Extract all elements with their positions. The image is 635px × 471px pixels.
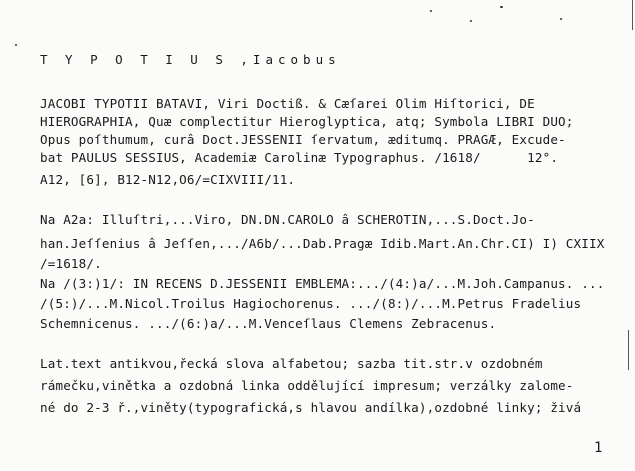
scan-speck xyxy=(430,10,432,12)
note-line-5: /(5:)/...M.Nicol.Troilus Hagiochorenus. .../(8:)/...M.Petrus Fradelius xyxy=(40,296,582,311)
card-heading: T Y P O T I U S ,Iacobus xyxy=(40,52,341,67)
entry-line-3: Opus poſthumum, curâ Doct.JESSENII ſervatum, æditumq. PRAGÆ, Excude- xyxy=(40,132,566,147)
entry-line-5: A12, [6], B12-N12,O6/=CIXVIII/11. xyxy=(40,172,296,187)
note-line-6: Schemnicenus. .../(6:)a/...M.Venceſlaus Clemens Zebracenus. xyxy=(40,316,497,331)
scan-speck xyxy=(15,44,17,46)
scan-speck xyxy=(500,6,503,8)
scan-speck xyxy=(470,20,472,22)
description-line-1: Lat.text antikvou,řecká slova alfabetou; sazba tit.str.v ozdobném xyxy=(40,356,543,371)
entry-line-1: JACOBI TYPOTII BATAVI, Viri Doctiß. & Cæſarei Olim Hiſtorici, DE xyxy=(40,96,535,111)
note-line-3: /=1618/. xyxy=(40,256,102,271)
description-line-2: rámečku,vinětka a ozdobná linka oddělující impresum; verzálky zalome- xyxy=(40,378,574,393)
entry-line-4: bat PAULUS SESSIUS, Academiæ Carolinæ Typographus. /1618/ 12°. xyxy=(40,150,559,165)
scan-speck xyxy=(560,18,562,20)
page-number: 1 xyxy=(594,440,603,456)
entry-line-2: HIEROGRAPHIA, Quæ complectitur Hieroglyptica, atq; Symbola LIBRI DUO; xyxy=(40,114,574,129)
note-line-4: Na /(3:)1/: IN RECENS D.JESSENII EMBLEMA:.../(4:)a/...M.Joh.Campanus. ... xyxy=(40,276,605,291)
scan-hairline xyxy=(632,0,633,30)
note-line-2: han.Jeſſenius â Jeſſen,.../A6b/...Dab.Pragæ Idib.Mart.An.Chr.CI) I) CXIIX xyxy=(40,236,605,251)
scan-hairline xyxy=(628,330,629,370)
description-line-3: né do 2-3 ř.,viněty(typografická,s hlavou andílka),ozdobné linky; živá xyxy=(40,400,582,415)
note-line-1: Na A2a: Illuſtri,...Viro, DN.DN.CAROLO â SCHEROTIN,...S.Doct.Jo- xyxy=(40,212,535,227)
